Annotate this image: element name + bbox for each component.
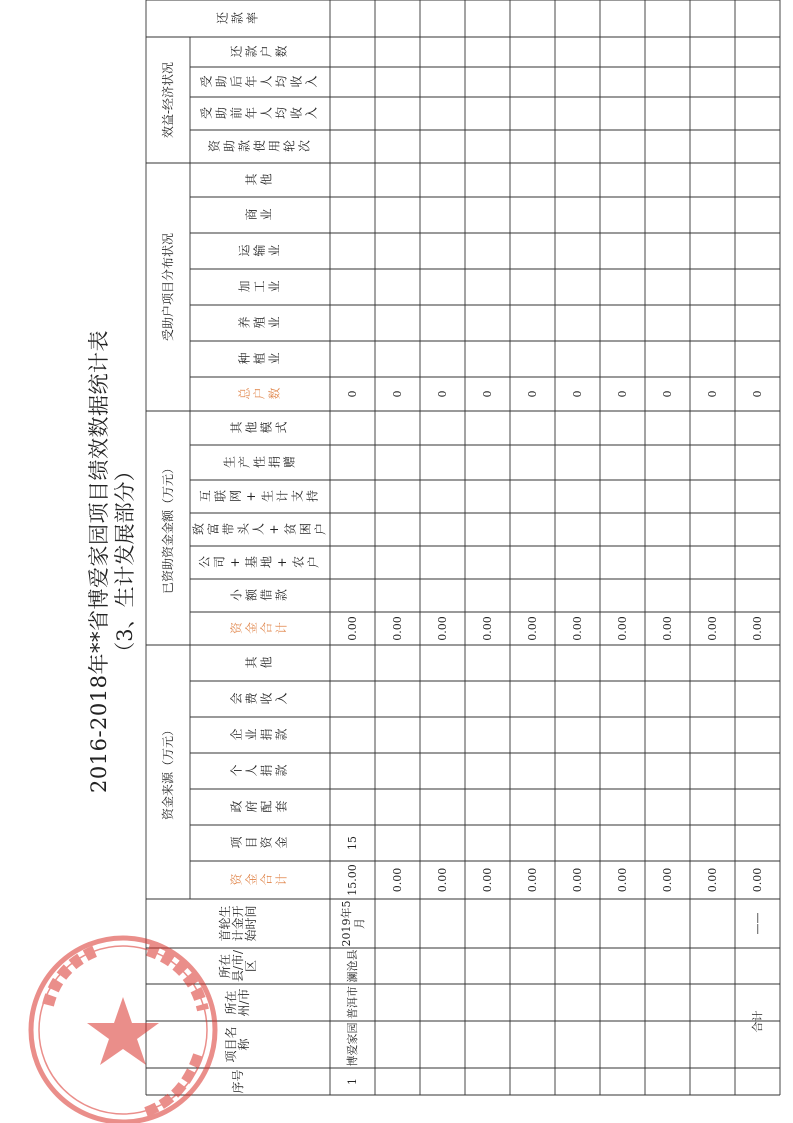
cell-funding-total bbox=[645, 861, 690, 899]
total-assisted-text: 0.00 bbox=[751, 616, 764, 641]
cell-project-fund bbox=[330, 825, 375, 861]
cell-funding-total-text: 0.00 bbox=[571, 867, 584, 893]
cell-assisted-total-text: 0.00 bbox=[436, 616, 449, 641]
column-header-gov-match bbox=[190, 789, 330, 825]
cell-assisted-total-text: 0.00 bbox=[616, 616, 629, 641]
group-header-assisted_group-text: 已资助资金金额（万元） bbox=[160, 462, 175, 595]
cell-funding-total-text: 0.00 bbox=[436, 867, 449, 893]
column-header-income-before bbox=[190, 97, 330, 130]
column-header-county-text: 所在县/市/区 bbox=[217, 949, 258, 983]
group-header-distribution_group bbox=[146, 163, 190, 411]
cell-prefecture bbox=[330, 984, 375, 1021]
total-start-time-text: —— bbox=[751, 912, 764, 935]
total-start-time bbox=[735, 899, 780, 948]
red-cross-seal bbox=[18, 925, 228, 1123]
column-header-other-source-text: 其他 bbox=[245, 656, 275, 670]
column-header-income-after-text: 受助后年人均收入 bbox=[200, 75, 320, 89]
total-label bbox=[735, 948, 780, 1095]
total-funding-text: 0.00 bbox=[751, 867, 764, 893]
column-header-other-dist-text: 其他 bbox=[245, 173, 275, 187]
cell-start-time-text: 2019年5月 bbox=[339, 900, 366, 947]
cell-project-fund-text: 15 bbox=[346, 836, 359, 850]
column-header-seq-text: 序号 bbox=[230, 1069, 245, 1094]
cell-total-households-text: 0 bbox=[346, 390, 359, 398]
cell-funding-total-text: 15.00 bbox=[346, 864, 359, 896]
column-header-prefecture-text: 所在州/市 bbox=[224, 988, 251, 1017]
cell-funding-total-text: 0.00 bbox=[526, 867, 539, 893]
column-header-microloan-text: 小额借款 bbox=[230, 588, 290, 603]
column-header-personal-donation bbox=[190, 753, 330, 789]
column-header-commerce-text: 商业 bbox=[245, 208, 275, 222]
group-header-funding_group bbox=[146, 645, 190, 899]
cell-total-households-text: 0 bbox=[391, 390, 404, 398]
column-header-income-after bbox=[190, 67, 330, 97]
column-header-total-households bbox=[190, 377, 330, 411]
cell-funding-total bbox=[510, 861, 555, 899]
column-header-income-before-text: 受助前年人均收入 bbox=[200, 106, 320, 121]
cell-total-households-text: 0 bbox=[481, 390, 494, 398]
cell-total-households bbox=[510, 377, 555, 411]
group-header-distribution_group-text: 受助户项目分布状况 bbox=[160, 233, 175, 342]
cell-project-name bbox=[330, 1021, 375, 1068]
column-header-enterprise-donation bbox=[190, 717, 330, 753]
cell-total-households-text: 0 bbox=[571, 390, 584, 398]
cell-total-households-text: 0 bbox=[436, 390, 449, 398]
group-header-benefit_group-text: 效益-经济状况 bbox=[160, 61, 175, 139]
cell-total-households bbox=[330, 377, 375, 411]
cell-start-time bbox=[330, 899, 375, 948]
column-header-other-dist bbox=[190, 163, 330, 197]
column-header-other-model bbox=[190, 411, 330, 445]
document-subtitle: （3、生计发展部分） bbox=[113, 460, 137, 663]
column-header-start-time-text: 首轮生计金开始时间 bbox=[217, 905, 258, 942]
cell-assisted-total-text: 0.00 bbox=[481, 616, 494, 641]
column-header-project-fund bbox=[190, 825, 330, 861]
cell-funding-total bbox=[375, 861, 420, 899]
cell-funding-total-text: 0.00 bbox=[706, 867, 719, 893]
total-households-text: 0 bbox=[751, 390, 764, 398]
cell-assisted-total bbox=[510, 612, 555, 645]
group-header-benefit_group bbox=[146, 37, 190, 163]
column-header-membership-income-text: 会费收入 bbox=[230, 692, 290, 706]
column-header-rich-leader-poor bbox=[190, 513, 330, 546]
cell-total-households bbox=[465, 377, 510, 411]
column-header-repay-rate bbox=[146, 0, 330, 37]
column-header-total-households-text: 总户数 bbox=[237, 387, 283, 401]
cell-assisted-total bbox=[465, 612, 510, 645]
column-header-personal-donation-text: 个人捐款 bbox=[230, 764, 290, 778]
column-header-internet-support bbox=[190, 480, 330, 513]
cell-prefecture-text: 普洱市 bbox=[346, 986, 359, 1019]
group-header-funding_group-text: 资金来源（万元） bbox=[160, 724, 175, 821]
cell-funding-total bbox=[330, 861, 375, 899]
column-header-commerce bbox=[190, 197, 330, 233]
column-header-internet-support-text: 互联网+生计支持 bbox=[199, 489, 321, 504]
cell-assisted-total bbox=[600, 612, 645, 645]
column-header-breeding bbox=[190, 305, 330, 341]
cell-seq-text: 1 bbox=[346, 1078, 359, 1085]
column-header-project-name-text: 项目名称 bbox=[224, 1026, 251, 1063]
column-header-enterprise-donation-text: 企业捐款 bbox=[230, 728, 290, 742]
cell-assisted-total bbox=[375, 612, 420, 645]
cell-total-households bbox=[600, 377, 645, 411]
cell-seq bbox=[330, 1068, 375, 1095]
column-header-company-base-farmer-text: 公司+基地+农户 bbox=[198, 555, 322, 570]
column-header-funding-total bbox=[190, 861, 330, 899]
cell-assisted-total bbox=[555, 612, 600, 645]
cell-funding-total bbox=[690, 861, 735, 899]
column-header-processing-text: 加工业 bbox=[237, 280, 283, 294]
cell-assisted-total-text: 0.00 bbox=[346, 616, 359, 641]
column-header-rounds bbox=[190, 130, 330, 163]
cell-assisted-total-text: 0.00 bbox=[526, 616, 539, 641]
total-assisted bbox=[735, 612, 780, 645]
column-header-transport bbox=[190, 233, 330, 269]
cell-funding-total-text: 0.00 bbox=[661, 867, 674, 893]
cell-assisted-total-text: 0.00 bbox=[661, 616, 674, 641]
cell-assisted-total-text: 0.00 bbox=[706, 616, 719, 641]
total-households bbox=[735, 377, 780, 411]
column-header-other-model-text: 其他模式 bbox=[230, 421, 290, 435]
cell-funding-total bbox=[600, 861, 645, 899]
cell-funding-total bbox=[555, 861, 600, 899]
column-header-funding-total-text: 资金合计 bbox=[230, 873, 290, 887]
total-label-text: 合计 bbox=[751, 1010, 764, 1033]
column-header-company-base-farmer bbox=[190, 546, 330, 579]
cell-assisted-total bbox=[330, 612, 375, 645]
cell-project-name-text: 博爱家园 bbox=[346, 1022, 359, 1067]
cell-total-households bbox=[690, 377, 735, 411]
column-header-transport-text: 运输业 bbox=[237, 244, 283, 258]
cell-total-households bbox=[645, 377, 690, 411]
cell-assisted-total bbox=[645, 612, 690, 645]
cell-total-households-text: 0 bbox=[661, 390, 674, 398]
column-header-planting-text: 种植业 bbox=[237, 352, 283, 366]
cell-total-households bbox=[555, 377, 600, 411]
column-header-repay-rate-text: 还款率 bbox=[215, 11, 261, 26]
column-header-microloan bbox=[190, 579, 330, 612]
column-header-rich-leader-poor-text: 致富带头人+贫困户 bbox=[191, 522, 329, 537]
cell-assisted-total bbox=[690, 612, 735, 645]
cell-county bbox=[330, 948, 375, 984]
cell-county-text: 澜沧县 bbox=[346, 949, 359, 983]
cell-total-households-text: 0 bbox=[616, 390, 629, 398]
column-header-breeding-text: 养殖业 bbox=[237, 316, 283, 330]
column-header-membership-income bbox=[190, 681, 330, 717]
cell-total-households bbox=[420, 377, 465, 411]
column-header-repay-households-text: 还款户数 bbox=[230, 45, 290, 59]
cell-funding-total-text: 0.00 bbox=[616, 867, 629, 893]
column-header-assisted-total bbox=[190, 612, 330, 645]
column-header-project-fund-text: 项目资金 bbox=[230, 836, 290, 850]
column-header-repay-households bbox=[190, 37, 330, 67]
cell-funding-total-text: 0.00 bbox=[391, 867, 404, 893]
column-header-planting bbox=[190, 341, 330, 377]
column-header-rounds-text: 资助款使用轮次 bbox=[207, 139, 313, 154]
cell-funding-total bbox=[465, 861, 510, 899]
cell-funding-total-text: 0.00 bbox=[481, 867, 494, 893]
document-title: 2016-2018年**省博爱家园项目绩效数据统计表 bbox=[87, 330, 111, 793]
column-header-productive-donation bbox=[190, 445, 330, 480]
cell-total-households-text: 0 bbox=[706, 390, 719, 398]
cell-assisted-total-text: 0.00 bbox=[571, 616, 584, 641]
column-header-gov-match-text: 政府配套 bbox=[230, 800, 290, 814]
cell-assisted-total-text: 0.00 bbox=[391, 616, 404, 641]
cell-assisted-total bbox=[420, 612, 465, 645]
column-header-other-source bbox=[190, 645, 330, 681]
cell-total-households-text: 0 bbox=[526, 390, 539, 398]
cell-funding-total bbox=[420, 861, 465, 899]
column-header-productive-donation-text: 生产性捐赠 bbox=[222, 455, 298, 470]
group-header-assisted_group bbox=[146, 411, 190, 645]
total-funding bbox=[735, 861, 780, 899]
column-header-assisted-total-text: 资金合计 bbox=[230, 621, 290, 636]
cell-total-households bbox=[375, 377, 420, 411]
column-header-processing bbox=[190, 269, 330, 305]
